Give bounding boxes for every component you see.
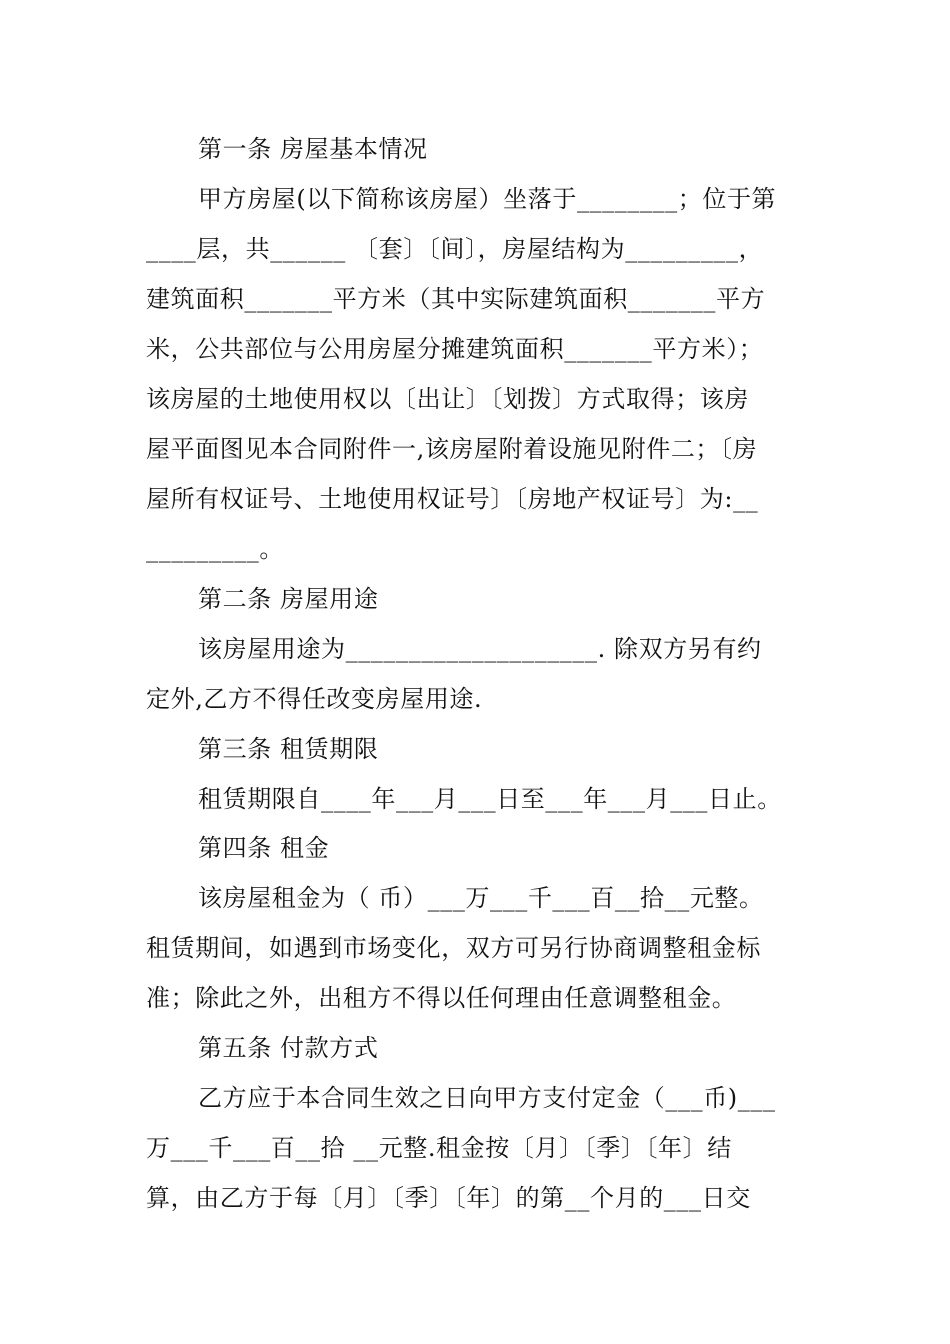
paragraph-line: 定外,乙方不得任改变房屋用途. [146,685,483,713]
paragraph-line: ____层，共______ 〔套〕〔间〕，房屋结构为_________， [146,235,764,263]
paragraph-line: 该房屋租金为（ 币）___万___千___百__拾__元整。 [198,884,764,912]
paragraph-line: 算，由乙方于每〔月〕〔季〕〔年〕的第__个月的___日交 [146,1184,751,1212]
article-5-heading: 第五条 付款方式 [198,1034,379,1062]
paragraph-line: _________。 [146,535,284,563]
article-2-heading: 第二条 房屋用途 [198,585,379,613]
article-1-heading: 第一条 房屋基本情况 [198,135,428,163]
paragraph-line: 准；除此之外，出租方不得以任何理由任意调整租金。 [146,984,737,1012]
paragraph-line: 屋平面图见本合同附件一,该房屋附着设施见附件二；〔房 [146,435,758,463]
article-3-heading: 第三条 租赁期限 [198,735,379,763]
paragraph-line: 该房屋的土地使用权以〔出让〕〔划拨〕方式取得；该房 [146,385,749,413]
paragraph-line: 米，公共部位与公用房屋分摊建筑面积_______平方米）； [146,335,764,363]
paragraph-line: 建筑面积_______平方米（其中实际建筑面积_______平方 [146,285,766,313]
paragraph-line: 该房屋用途为____________________. 除双方另有约 [198,635,762,663]
paragraph-line: 租赁期间，如遇到市场变化，双方可另行协商调整租金标 [146,934,761,962]
paragraph-line: 屋所有权证号、土地使用权证号〕〔房地产权证号〕为:__ [146,485,759,513]
article-4-heading: 第四条 租金 [198,834,330,862]
paragraph-line: 万___千___百__拾 __元整.租金按〔月〕〔季〕〔年〕结 [146,1134,732,1162]
paragraph-line: 乙方应于本合同生效之日向甲方支付定金（___币)___ [198,1084,776,1112]
paragraph-line: 租赁期限自____年___月___日至___年___月___日止。 [198,785,782,813]
paragraph-line: 甲方房屋(以下简称该房屋）坐落于________；位于第 [198,185,777,213]
